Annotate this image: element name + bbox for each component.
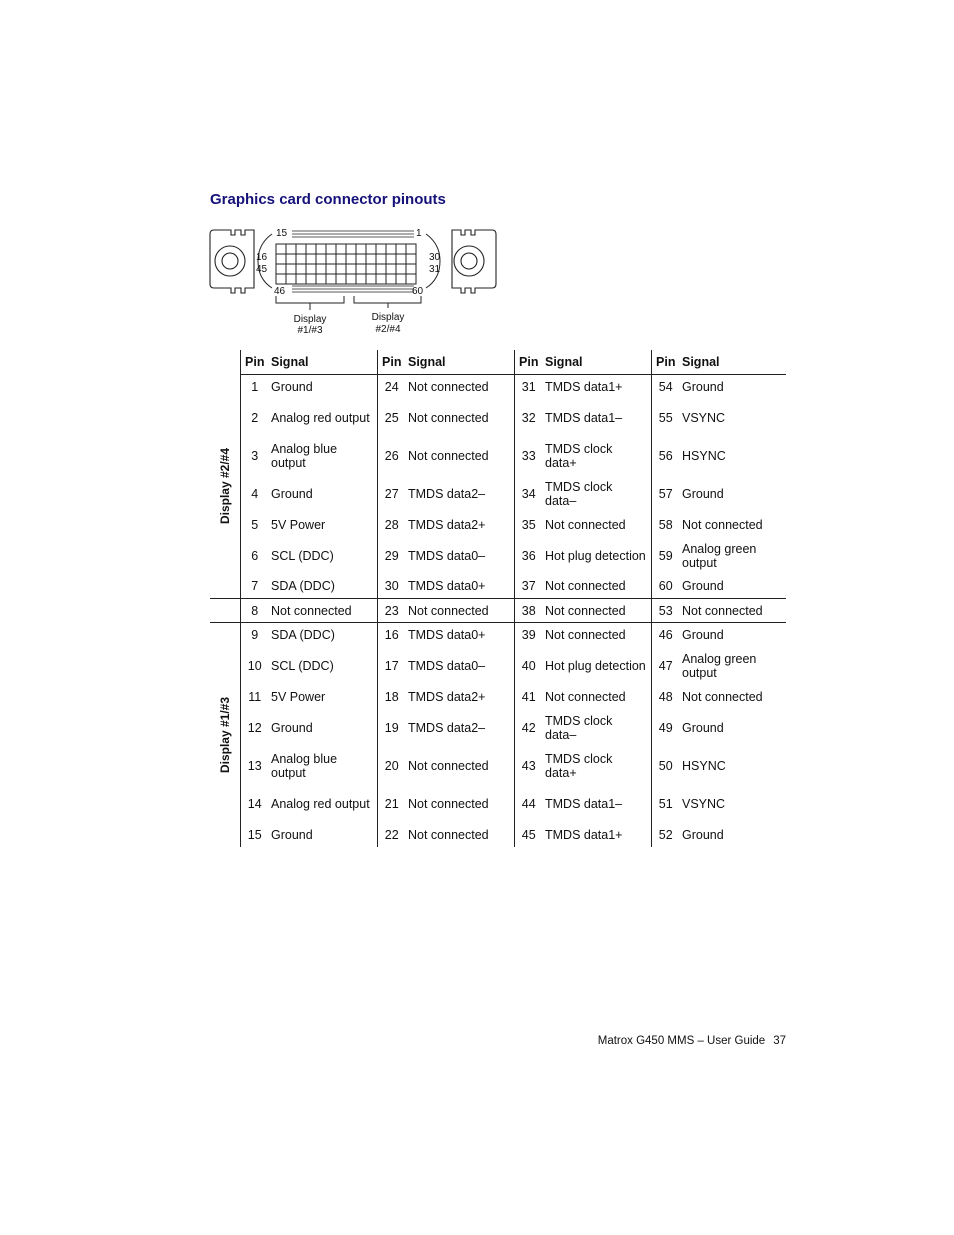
header-pin: Pin <box>514 350 543 375</box>
display-right-label: Display <box>371 312 405 323</box>
table-header-row <box>210 350 786 375</box>
pin-cell <box>406 274 416 284</box>
signal-cell: TMDS data0+ <box>408 579 486 594</box>
pin-cell <box>276 264 286 274</box>
display-right-bracket <box>354 296 421 308</box>
page-title: Graphics card connector pinouts <box>210 191 446 208</box>
signal-cell: Not connected <box>408 448 489 463</box>
label-bottom-left: 46 <box>274 286 286 297</box>
signal-cell: TMDS clock data+ <box>545 751 613 780</box>
table-row <box>210 599 786 623</box>
pin-cell: 8 <box>240 599 269 623</box>
pin-cell <box>366 274 376 284</box>
table-body <box>210 375 786 847</box>
display-left-label: Display <box>293 314 327 325</box>
signal-cell: TMDS data0– <box>408 658 486 673</box>
signal-cell: Not connected <box>545 689 626 704</box>
pin-cell: 49 <box>651 709 680 747</box>
pin-cell: 41 <box>514 685 543 709</box>
table-row <box>210 537 786 575</box>
pin-cell: 12 <box>240 709 269 747</box>
table-row <box>210 399 786 437</box>
table-row <box>210 709 786 747</box>
pin-cell: 35 <box>514 513 543 537</box>
table-row <box>210 437 786 475</box>
pin-cell: 19 <box>377 709 406 747</box>
group-display-2-4 <box>210 375 240 599</box>
signal-cell: SDA (DDC) <box>271 579 335 594</box>
pin-cell: 53 <box>651 599 680 623</box>
pin-cell: 40 <box>514 647 543 685</box>
pin-cell <box>296 244 306 254</box>
pin-cell: 23 <box>377 599 406 623</box>
pin-cell <box>306 274 316 284</box>
pin-cell: 17 <box>377 647 406 685</box>
connector-shell-right <box>452 230 496 293</box>
pin-cell <box>316 274 326 284</box>
table-row <box>210 375 786 399</box>
pin-cell <box>286 264 296 274</box>
signal-cell: Not connected <box>408 827 489 842</box>
pin-cell: 18 <box>377 685 406 709</box>
signal-cell: Analog green output <box>682 541 757 570</box>
signal-cell: Ground <box>271 827 313 842</box>
label-top-left: 15 <box>276 228 288 239</box>
signal-cell: TMDS data1– <box>545 410 623 425</box>
signal-cell: 5V Power <box>271 517 326 532</box>
signal-cell: TMDS data2+ <box>408 517 486 532</box>
label-right-lower: 31 <box>429 264 441 275</box>
table-row <box>210 685 786 709</box>
display-right-label-2: #2/#4 <box>375 324 401 335</box>
pin-cell: 1 <box>240 375 269 399</box>
pin-cell: 47 <box>651 647 680 685</box>
signal-cell: Not connected <box>408 758 489 773</box>
pin-cell <box>396 274 406 284</box>
pin-cell: 3 <box>240 437 269 475</box>
signal-cell: TMDS data1– <box>545 796 623 811</box>
pin-cell <box>286 254 296 264</box>
signal-cell: TMDS clock data– <box>545 479 613 508</box>
group-display-1-3 <box>210 623 240 847</box>
pin-cell: 11 <box>240 685 269 709</box>
pin-cell: 29 <box>377 537 406 575</box>
pin-cell <box>286 274 296 284</box>
pin-cell <box>406 254 416 264</box>
pin-cell: 2 <box>240 399 269 437</box>
pin-cell <box>276 274 286 284</box>
signal-cell: TMDS data1+ <box>545 827 623 842</box>
signal-cell: SDA (DDC) <box>271 627 335 642</box>
pin-cell <box>396 264 406 274</box>
signal-cell: Not connected <box>545 517 626 532</box>
pin-cell: 48 <box>651 685 680 709</box>
pin-cell <box>376 254 386 264</box>
signal-cell: 5V Power <box>271 689 326 704</box>
pin-cell: 28 <box>377 513 406 537</box>
label-right-upper: 30 <box>429 252 441 263</box>
pin-cell <box>346 244 356 254</box>
pin-cell: 32 <box>514 399 543 437</box>
pin-grid <box>276 244 416 284</box>
signal-cell: SCL (DDC) <box>271 548 334 563</box>
table-row <box>210 575 786 599</box>
pin-cell <box>376 244 386 254</box>
pin-cell <box>376 274 386 284</box>
pin-cell <box>356 274 366 284</box>
table-row <box>210 785 786 823</box>
signal-cell: HSYNC <box>682 758 726 773</box>
pinout-table <box>210 350 786 847</box>
pin-cell: 43 <box>514 747 543 785</box>
pin-cell: 39 <box>514 623 543 647</box>
table-row <box>210 475 786 513</box>
pin-cell: 37 <box>514 575 543 599</box>
pin-cell <box>296 264 306 274</box>
pin-cell <box>296 254 306 264</box>
signal-cell: Not connected <box>408 379 489 394</box>
pin-cell: 54 <box>651 375 680 399</box>
pin-cell <box>326 264 336 274</box>
signal-cell: TMDS data2+ <box>408 689 486 704</box>
signal-cell: Analog red output <box>271 410 370 425</box>
signal-cell: Not connected <box>408 410 489 425</box>
pin-cell <box>396 244 406 254</box>
pin-cell <box>296 274 306 284</box>
pin-cell <box>336 264 346 274</box>
pin-cell <box>366 244 376 254</box>
pin-cell <box>326 254 336 264</box>
signal-cell: Not connected <box>680 599 786 623</box>
header-signal: Signal <box>269 350 377 375</box>
group-spacer <box>210 599 240 623</box>
pin-cell: 6 <box>240 537 269 575</box>
pin-cell: 56 <box>651 437 680 475</box>
pin-cell: 5 <box>240 513 269 537</box>
pin-cell: 24 <box>377 375 406 399</box>
pin-cell <box>346 264 356 274</box>
pin-cell: 7 <box>240 575 269 599</box>
pin-cell: 55 <box>651 399 680 437</box>
pin-cell <box>316 254 326 264</box>
pin-cell <box>356 244 366 254</box>
signal-cell: Hot plug detection <box>545 658 646 673</box>
signal-cell: TMDS data0– <box>408 548 486 563</box>
pin-cell <box>306 264 316 274</box>
pin-cell: 13 <box>240 747 269 785</box>
signal-cell: Ground <box>271 379 313 394</box>
signal-cell: Ground <box>271 486 313 501</box>
pin-cell: 4 <box>240 475 269 513</box>
right-screw-icon <box>454 246 484 276</box>
pin-cell: 34 <box>514 475 543 513</box>
pin-cell <box>356 264 366 274</box>
pin-cell <box>276 254 286 264</box>
signal-cell: Not connected <box>545 579 626 594</box>
pin-cell: 33 <box>514 437 543 475</box>
signal-cell: Ground <box>271 720 313 735</box>
connector-shell <box>210 230 254 293</box>
signal-cell: Not connected <box>269 599 377 623</box>
signal-cell: TMDS data0+ <box>408 627 486 642</box>
header-signal: Signal <box>406 350 514 375</box>
signal-cell: Analog green output <box>682 651 757 680</box>
signal-cell: Ground <box>682 579 724 594</box>
pin-cell <box>366 264 376 274</box>
pin-cell: 44 <box>514 785 543 823</box>
signal-cell: TMDS data2– <box>408 720 486 735</box>
pin-cell: 9 <box>240 623 269 647</box>
pin-cell <box>316 264 326 274</box>
pin-cell <box>336 274 346 284</box>
pin-cell: 31 <box>514 375 543 399</box>
label-top-right: 1 <box>416 228 422 239</box>
pin-cell: 14 <box>240 785 269 823</box>
pin-cell <box>386 254 396 264</box>
signal-cell: TMDS clock data– <box>545 713 613 742</box>
pin-cell: 30 <box>377 575 406 599</box>
pin-cell <box>276 244 286 254</box>
pin-cell <box>306 244 316 254</box>
signal-cell: Analog red output <box>271 796 370 811</box>
pin-cell: 57 <box>651 475 680 513</box>
signal-cell: Not connected <box>682 517 763 532</box>
pin-cell <box>386 274 396 284</box>
signal-cell: Not connected <box>408 796 489 811</box>
pin-cell: 16 <box>377 623 406 647</box>
header-pin: Pin <box>240 350 269 375</box>
signal-cell: Ground <box>682 627 724 642</box>
header-signal: Signal <box>543 350 651 375</box>
display-left-label-2: #1/#3 <box>297 325 323 336</box>
pin-cell <box>306 254 316 264</box>
signal-cell: TMDS data1+ <box>545 379 623 394</box>
group-label: Display #1/#3 <box>217 696 232 773</box>
pin-cell <box>356 254 366 264</box>
pin-cell: 42 <box>514 709 543 747</box>
pin-cell: 20 <box>377 747 406 785</box>
signal-cell: Not connected <box>545 627 626 642</box>
pin-cell <box>386 244 396 254</box>
signal-cell: Ground <box>682 379 724 394</box>
pin-cell <box>346 274 356 284</box>
pin-cell: 38 <box>514 599 543 623</box>
pin-cell <box>396 254 406 264</box>
pin-cell: 26 <box>377 437 406 475</box>
pin-cell <box>406 264 416 274</box>
signal-cell: HSYNC <box>682 448 726 463</box>
header-signal: Signal <box>680 350 786 375</box>
signal-cell: VSYNC <box>682 410 726 425</box>
connector-diagram <box>208 224 498 340</box>
pin-cell <box>316 244 326 254</box>
header-pin: Pin <box>377 350 406 375</box>
signal-cell: Not connected <box>406 599 514 623</box>
pin-cell: 58 <box>651 513 680 537</box>
signal-cell: VSYNC <box>682 796 726 811</box>
pin-cell <box>406 244 416 254</box>
pin-cell <box>336 254 346 264</box>
footer-text: Matrox G450 MMS – User Guide <box>597 1035 766 1047</box>
pin-cell: 52 <box>651 823 680 847</box>
page-number: 37 <box>773 1035 786 1047</box>
table-row <box>210 513 786 537</box>
pin-cell: 27 <box>377 475 406 513</box>
signal-cell: Hot plug detection <box>545 548 646 563</box>
group-label: Display #2/#4 <box>217 448 232 525</box>
signal-cell: Not connected <box>682 689 763 704</box>
pin-cell <box>376 264 386 274</box>
pin-cell: 51 <box>651 785 680 823</box>
pin-cell: 59 <box>651 537 680 575</box>
signal-cell: Analog blue output <box>271 751 338 780</box>
signal-cell: Ground <box>682 827 724 842</box>
display-left-bracket <box>276 296 344 310</box>
table-row <box>210 647 786 685</box>
signal-cell: Not connected <box>543 599 651 623</box>
pin-cell: 22 <box>377 823 406 847</box>
pin-cell: 60 <box>651 575 680 599</box>
pin-cell <box>386 264 396 274</box>
pin-cell: 46 <box>651 623 680 647</box>
table-row <box>210 747 786 785</box>
pin-cell <box>346 254 356 264</box>
pin-cell: 25 <box>377 399 406 437</box>
left-screw-icon <box>215 246 245 276</box>
label-left-lower: 45 <box>256 264 268 275</box>
signal-cell: Analog blue output <box>271 441 338 470</box>
pin-cell <box>326 244 336 254</box>
signal-cell: SCL (DDC) <box>271 658 334 673</box>
signal-cell: TMDS data2– <box>408 486 486 501</box>
label-bottom-right: 60 <box>412 286 424 297</box>
pin-cell <box>336 244 346 254</box>
header-pin: Pin <box>651 350 680 375</box>
header-spacer <box>210 350 240 375</box>
pin-cell <box>286 244 296 254</box>
bottom-stripes <box>292 286 414 292</box>
top-stripes <box>292 231 414 237</box>
table-row <box>210 823 786 847</box>
pin-cell: 36 <box>514 537 543 575</box>
pin-cell <box>326 274 336 284</box>
pin-cell: 21 <box>377 785 406 823</box>
signal-cell: TMDS clock data+ <box>545 441 613 470</box>
pin-cell: 45 <box>514 823 543 847</box>
table-row <box>210 623 786 647</box>
pin-cell: 50 <box>651 747 680 785</box>
signal-cell: Ground <box>682 486 724 501</box>
pin-cell: 15 <box>240 823 269 847</box>
signal-cell: Ground <box>682 720 724 735</box>
page-footer <box>598 1035 786 1047</box>
label-left-upper: 16 <box>256 252 268 263</box>
pin-cell <box>366 254 376 264</box>
pin-cell: 10 <box>240 647 269 685</box>
